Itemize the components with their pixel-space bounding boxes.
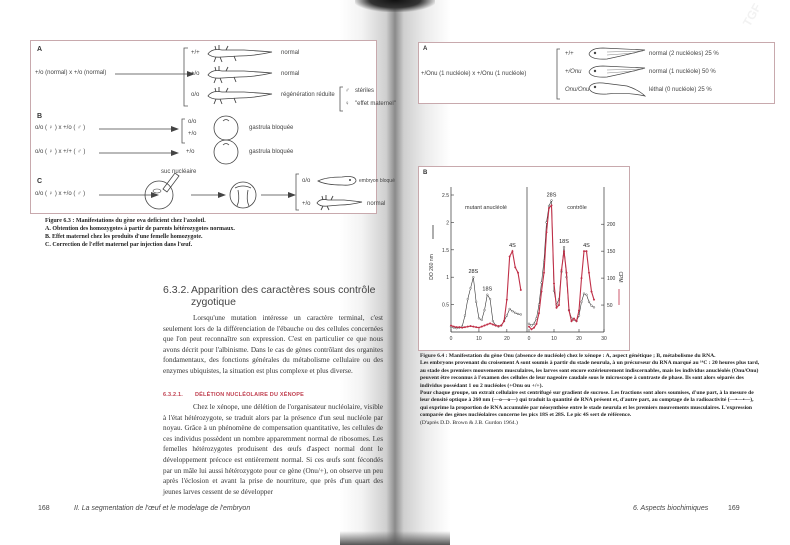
y-tick-label-left: 0.5 <box>442 302 449 309</box>
bracket <box>295 173 300 211</box>
data-point <box>568 310 570 312</box>
tadpole-icon <box>587 63 647 81</box>
panel-a-label: A <box>37 46 43 53</box>
data-point <box>588 272 590 274</box>
embryo-section-icon <box>228 180 258 210</box>
data-point <box>484 309 486 311</box>
phenotype: normal <box>367 201 386 207</box>
y-tick-label-right: 100 <box>607 276 616 283</box>
genotype: +/o <box>188 131 197 137</box>
peak-label: 4S <box>583 243 590 250</box>
data-point <box>538 312 540 314</box>
y-tick-label-left: 1.5 <box>442 247 449 254</box>
data-point <box>581 277 583 279</box>
data-point <box>478 317 480 319</box>
phenotype: normal <box>281 50 300 56</box>
panel-a-cross: +/o (normal) x +/o (normal) <box>35 70 107 76</box>
data-point <box>475 301 477 303</box>
phenotype: normal (2 nucléoles) 25 % <box>649 51 719 57</box>
data-point <box>492 320 494 322</box>
y-tick-label-left: 1 <box>446 275 449 282</box>
data-point <box>586 294 588 296</box>
panel-b-cross-1: o/o ( ♀ ) x +/o ( ♂ ) <box>35 125 86 131</box>
data-point <box>481 319 483 321</box>
data-point <box>498 325 500 327</box>
data-point <box>470 287 472 289</box>
caption-line: Figure 6.3 : Manifestations du gène ova deficient chez l'axolotl. <box>45 218 206 224</box>
data-point <box>481 326 483 328</box>
data-point <box>512 310 514 312</box>
caption-line: C. Correction de l'effet maternel par injection dans l'œuf. <box>45 242 193 248</box>
phenotype: normal <box>281 71 300 77</box>
data-point <box>581 301 583 303</box>
data-point <box>456 326 458 328</box>
figure-6-4-caption <box>420 353 760 427</box>
data-point <box>551 200 553 202</box>
data-point <box>536 323 538 325</box>
y-tick-label-left: 2 <box>446 220 449 227</box>
data-point <box>593 306 595 308</box>
section-heading <box>163 284 393 308</box>
data-point <box>563 246 565 248</box>
data-point <box>500 325 502 327</box>
result: gastrula bloquée <box>249 125 294 131</box>
genotype: +/o <box>191 71 200 77</box>
caption-line: A. Obtention des homozygotes à partir de parents hétérozygotes normaux. <box>45 226 235 232</box>
data-point <box>533 323 535 325</box>
data-point <box>487 324 489 326</box>
peak-label: 28S <box>546 192 557 199</box>
panel-b-cross-2: o/o ( ♀ ) x +/+ ( ♂ ) <box>35 149 86 155</box>
sex-note: "effet maternel" <box>355 101 396 107</box>
data-point <box>571 320 573 322</box>
data-point <box>450 325 452 327</box>
subsection-number: 6.3.2.1. <box>163 392 183 398</box>
data-point <box>459 326 461 328</box>
axolotl-icon <box>204 85 274 105</box>
genotype: +/+ <box>565 51 574 57</box>
subsection-paragraph: Chez le xénope, une délétion de l'organisateur nucléolaire, visible à l'état hétérozygote, se traduit alors par la présence d'un seul nucléole par noyau. Grâce à un phénomène de compensation quantitative, les cellules de ces individus possèdent un nombre apparemment normal de ribosomes. Les femelles hétérozygotes produisent des œufs d'aspect normal dont le développement précoce est entièrement normal. Si ces œufs sont fécondés par un mâle lui aussi hétérozygote pour ce gène (Onu/+), on observe un peu après l'éclosion et avant la prise de nourriture, que près d'un quart des jeunes larves cessent de se développer <box>163 403 383 496</box>
data-point <box>551 205 553 207</box>
panel-a-bracket <box>183 47 189 107</box>
section-paragraph: Lorsqu'une mutation intéresse un caractère terminal, c'est seulement lors de la différenciation de l'ébauche ou des cellules concernées que l'on peut reconnaître son expression. C'est en particulier ce que nous avons décrit pour l'albinisme. Dans le cas de gènes contrôlant des organites fondamentaux, des fonctions générales du métabolisme cellulaire ou des enzymes ubiquistes, la situation est plus complexe et plus diverse. <box>163 314 383 375</box>
data-point <box>473 326 475 328</box>
data-point <box>514 312 516 314</box>
caption-source: (D'après D.D. Brown & J.B. Gurdon 1964.) <box>420 419 518 426</box>
arrow <box>99 148 179 158</box>
data-point <box>517 272 519 274</box>
data-point <box>591 291 593 293</box>
arrow <box>191 190 226 200</box>
panel-c-label: C <box>37 178 43 185</box>
data-point <box>489 298 491 300</box>
panel-b-label: B <box>37 113 43 120</box>
rna-gradient-chart <box>419 167 629 350</box>
data-point <box>586 250 588 252</box>
data-point <box>470 325 472 327</box>
data-point <box>464 315 466 317</box>
data-point <box>566 272 568 274</box>
right-footer <box>633 505 740 512</box>
data-point <box>517 313 519 315</box>
arrow <box>99 124 179 134</box>
section-number: 6.3.2. <box>163 284 190 296</box>
gastrula-icon <box>212 138 240 166</box>
watermark: TGF <box>739 1 765 29</box>
data-point <box>495 325 497 327</box>
data-point <box>531 329 533 331</box>
data-point <box>520 289 522 291</box>
caption-paragraph: Les embryons provenant du croisement A sont soumis à partir du stade neurula, à un précurseur du RNA marqué au ¹⁴C : 20 heures plus tard, au stade des premiers mouvements musculaires, les larves sont encore extérieurement indiscernables, mais les individus anucléolés (Onu/Onu) peuvent être reconnus à l'examen des cellules de leur nageoire caudale sous le microscope à contraste de phase. Ils sont alors séparés des individus possédant 1 ou 2 nucléoles (+Onu ou +/+). <box>420 360 760 389</box>
figure-6-4-a <box>418 42 775 104</box>
data-point <box>546 232 548 234</box>
x-tick-label: 20 <box>576 336 582 342</box>
data-point <box>475 326 477 328</box>
data-point <box>512 250 514 252</box>
data-point <box>563 250 565 252</box>
data-point <box>478 327 480 329</box>
data-point <box>578 310 580 312</box>
result: gastrula bloquée <box>249 149 294 155</box>
bracket <box>556 48 561 100</box>
data-point <box>461 327 463 329</box>
x-tick-label: 0 <box>449 336 453 342</box>
caption-line: B. Effet maternel chez les produits d'une femelle homozygote. <box>45 234 203 240</box>
data-point <box>543 272 545 274</box>
data-point <box>467 298 469 300</box>
left-footer <box>38 505 250 512</box>
data-point <box>553 283 555 285</box>
phenotype: régénération réduite <box>281 92 335 98</box>
data-point <box>531 325 533 327</box>
subsection-title: DÉLÉTION NUCLÉOLAIRE DU XÉNOPE <box>195 392 304 398</box>
data-point <box>484 325 486 327</box>
y-axis-label-right: CPM <box>617 271 623 283</box>
egg-injection-icon <box>143 167 183 211</box>
x-tick-label: 30 <box>601 336 607 342</box>
data-point <box>453 326 455 328</box>
sex-bracket <box>339 86 344 112</box>
data-point <box>528 323 530 325</box>
data-point <box>503 320 505 322</box>
data-point <box>593 299 595 301</box>
axolotl-icon <box>204 64 274 84</box>
caption-title: Figure 6.4 : Manifestation du gène Onu (absence de nucléole) chez le xénope : A, aspect génétique ; B, métabolisme du RNA. <box>420 353 716 359</box>
section-title: Apparition des caractères sous contrôle <box>191 284 376 296</box>
series-line <box>529 200 594 325</box>
peak-label: 18S <box>482 286 493 293</box>
page-number: 169 <box>728 505 740 512</box>
panel-title: contrôle <box>567 205 587 211</box>
x-tick-label: 10 <box>476 336 482 342</box>
tadpole-icon <box>587 80 647 100</box>
genotype: o/o <box>191 92 200 98</box>
data-point <box>467 326 469 328</box>
data-point <box>558 304 560 306</box>
page-number: 168 <box>38 505 50 512</box>
phenotype: normal (1 nucléole) 50 % <box>649 69 716 75</box>
cross: +/Onu (1 nucléole) x +/Onu (1 nucléole) <box>421 71 527 77</box>
male-symbol: ♂ <box>345 88 350 94</box>
phenotype: léthal (0 nucléole) 25 % <box>649 87 712 93</box>
data-point <box>561 269 563 271</box>
data-point <box>583 293 585 295</box>
data-point <box>541 291 543 293</box>
caption-paragraph: Pour chaque groupe, un extrait cellulaire est centrifugé sur gradient de sucrose. Les fractions sont alors soumises, d'une part, à la mesure de leur densité optique à 260 nm (—o—o—) qui traduit la quantité de RNA présent et, d'autre part, au comptage de la radioactivité (—•—•—), qui exprime la proportion de RNA accumulée par néosynthèse entre le stade neurula et les premiers mouvements musculaires. L'expression comparée des gènes nucléolaires concerne les pics 18S et 28S. Le pic 4S sert de référence. <box>420 390 754 419</box>
book-spine-shadow <box>355 0 435 12</box>
figure-6-3 <box>30 40 396 214</box>
peak-label: 18S <box>559 239 569 246</box>
genotype: o/o <box>302 178 311 184</box>
genotype: o/o <box>188 119 197 125</box>
genotype: +/o <box>186 149 195 155</box>
blocked-embryo-icon <box>316 172 358 188</box>
figure-6-4-b <box>418 166 630 351</box>
figure-6-3-caption <box>45 217 345 249</box>
panel-b-label: B <box>423 170 428 176</box>
data-point <box>506 315 508 317</box>
data-point <box>492 324 494 326</box>
genotype: +/+ <box>191 50 200 56</box>
data-point <box>591 305 593 307</box>
genotype: +/Onu <box>565 69 582 75</box>
panel-a-label: A <box>423 46 428 52</box>
x-tick-label: 0 <box>527 336 531 342</box>
panel-title: mutant anucléolé <box>465 205 507 211</box>
data-point <box>533 327 535 329</box>
axolotl-icon <box>204 43 274 63</box>
data-point <box>486 294 488 296</box>
data-point <box>489 323 491 325</box>
peak-label: 28S <box>468 269 479 276</box>
data-point <box>576 320 578 322</box>
peak-label: 4S <box>509 243 516 250</box>
section-title: zygotique <box>191 296 236 308</box>
data-point <box>472 276 474 278</box>
panel-c-cross: o/o ( ♀ ) x +/o ( ♂ ) <box>35 191 86 197</box>
data-point <box>509 308 511 310</box>
series-line <box>529 205 594 329</box>
tadpole-icon <box>587 45 647 63</box>
bracket <box>181 118 186 144</box>
arrow <box>261 190 296 200</box>
data-point <box>583 250 585 252</box>
data-point <box>506 299 508 301</box>
y-tick-label-right: 200 <box>607 222 616 229</box>
y-tick-label-left: 2.5 <box>442 193 449 199</box>
data-point <box>520 314 522 316</box>
series-line <box>451 277 521 328</box>
sex-note: stériles <box>355 88 375 94</box>
x-tick-label: 10 <box>551 336 557 342</box>
axolotl-icon <box>314 193 364 211</box>
data-point <box>573 318 575 320</box>
book-bottom-shadow <box>340 531 450 545</box>
data-point <box>556 307 558 309</box>
running-title: 6. Aspects biochimiques <box>633 505 709 512</box>
y-axis-label-left: DO 260 nm <box>429 254 435 280</box>
x-tick-label: 20 <box>504 336 510 342</box>
phenotype: embryon bloqué <box>359 178 395 184</box>
genotype: +/o <box>302 201 311 207</box>
running-title: II. La segmentation de l'œuf et le modelage de l'embryon <box>74 505 251 512</box>
subsection-heading <box>163 392 304 398</box>
data-point <box>588 301 590 303</box>
data-point <box>548 207 550 209</box>
data-point <box>509 256 511 258</box>
y-tick-label-right: 50 <box>607 303 613 310</box>
injection-label: suc nucléaire <box>161 169 197 175</box>
y-tick-label-right: 150 <box>607 249 616 256</box>
data-point <box>514 267 516 269</box>
data-point <box>464 326 466 328</box>
data-point <box>528 326 530 328</box>
female-symbol: ♀ <box>345 101 350 107</box>
genotype: Onu/Onu <box>565 87 590 93</box>
